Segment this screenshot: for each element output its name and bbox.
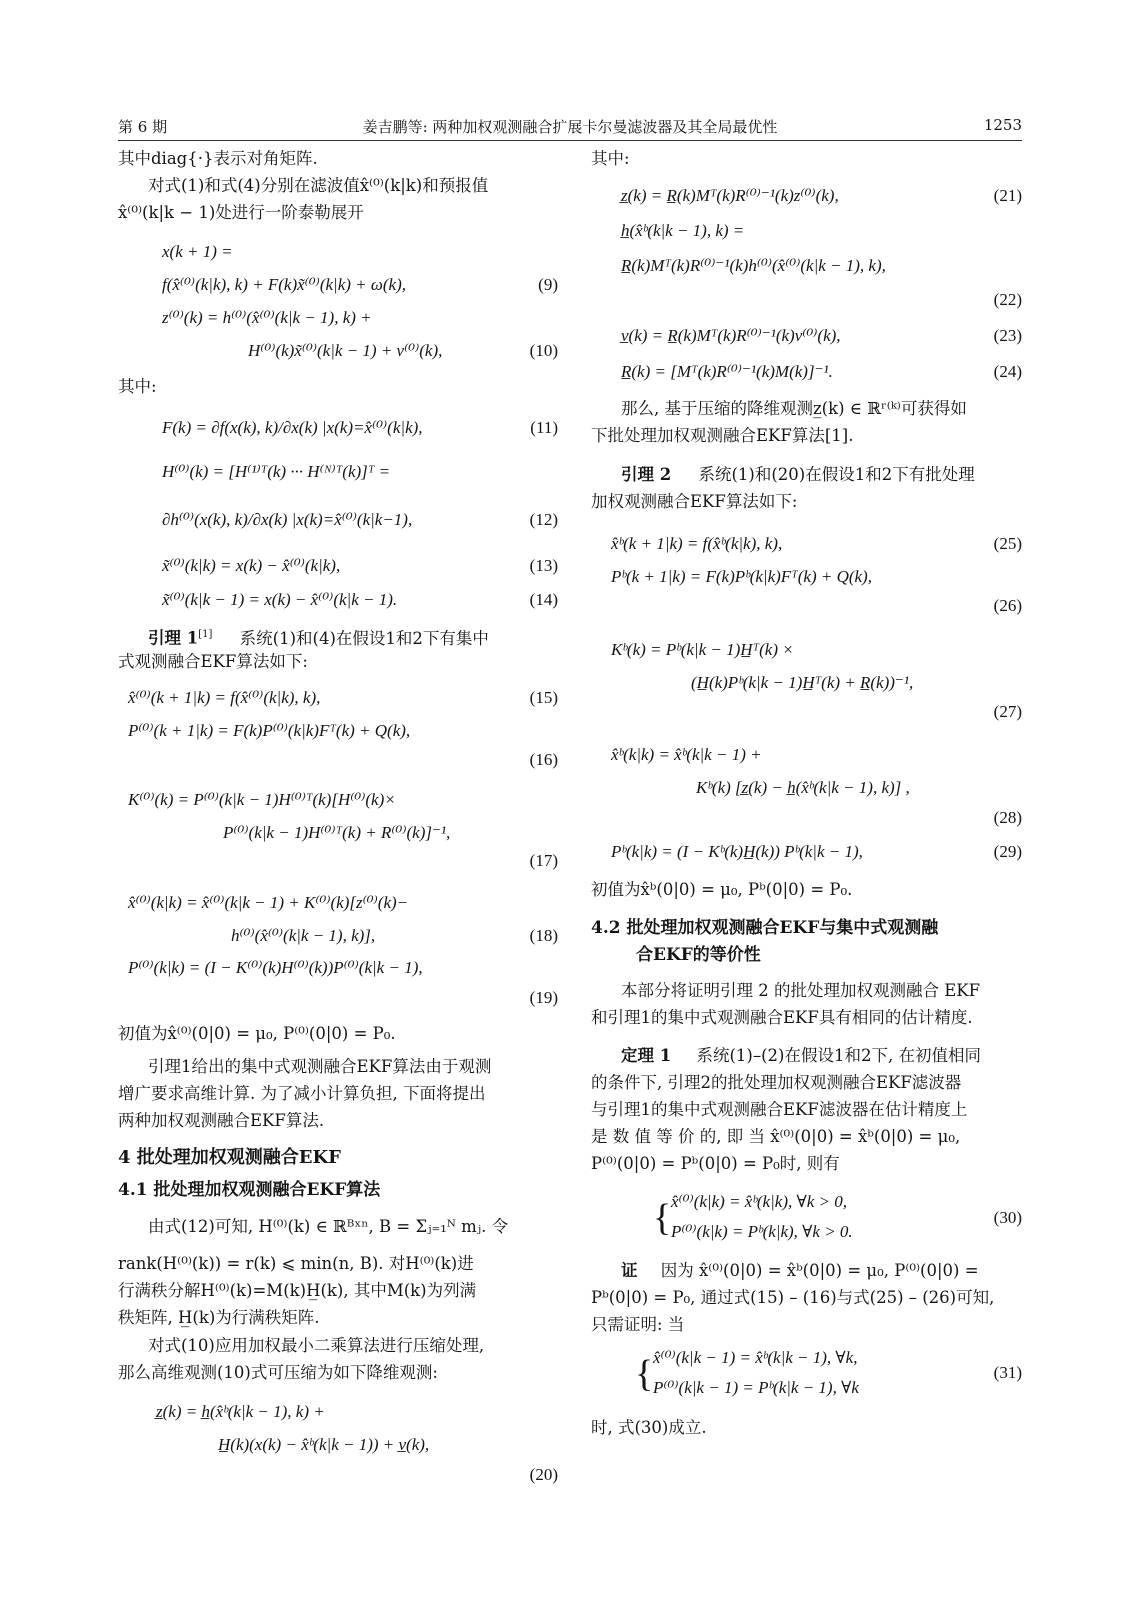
equation: H⁽⁰⁾(k)x̃⁽⁰⁾(k|k − 1) + v⁽⁰⁾(k), <box>248 341 443 360</box>
proof-heading <box>621 1260 979 1282</box>
lemma-1-text: 系统(1)和(4)在假设1和2下有集中 <box>239 628 489 648</box>
text-line: 那么高维观测(10)式可压缩为如下降维观测: <box>118 1363 438 1382</box>
equation: K⁽⁰⁾(k) = P⁽⁰⁾(k|k − 1)H⁽⁰⁾ᵀ(k)[H⁽⁰⁾(k)× <box>128 790 396 809</box>
equation-number: (14) <box>529 590 558 609</box>
equation-number: (21) <box>993 186 1022 205</box>
text-line: 引理1给出的集中式观测融合EKF算法由于观测 <box>148 1057 492 1076</box>
lemma-2-title: 引理 2 <box>621 465 672 484</box>
equation-number: (22) <box>993 290 1022 309</box>
equation-number: (15) <box>529 688 558 707</box>
text-line: 那么, 基于压缩的降维观测z̲(k) ∈ ℝʳ⁽ᵏ⁾可获得如 <box>621 399 967 418</box>
equation: (H̲(k)Pᵇ(k|k − 1)H̲ᵀ(k) + R̲(k))⁻¹, <box>691 673 914 692</box>
equation: z⁽⁰⁾(k) = h⁽⁰⁾(x̂⁽⁰⁾(k|k − 1), k) + <box>162 308 372 327</box>
lemma-2-text: 系统(1)和(20)在假设1和2下有批处理 <box>698 465 975 484</box>
equation: x̂⁽⁰⁾(k|k) = x̂ᵇ(k|k), ∀k > 0, <box>671 1192 848 1211</box>
text-line: 和引理1的集中式观测融合EKF具有相同的估计精度. <box>591 1008 973 1027</box>
text-line: 只需证明: 当 <box>591 1315 685 1334</box>
text-line: 的条件下, 引理2的批处理加权观测融合EKF滤波器 <box>591 1073 962 1092</box>
text-line: rank(H⁽⁰⁾(k)) = r(k) ⩽ min(n, B). 对H⁽⁰⁾(k)进 <box>118 1254 474 1273</box>
equation-number: (29) <box>993 842 1022 861</box>
text-line: 增广要求高维计算. 为了减小计算负担, 下面将提出 <box>118 1084 486 1103</box>
equation: Kᵇ(k) = Pᵇ(k|k − 1)H̲ᵀ(k) × <box>611 640 794 659</box>
equation: z̲(k) = R̲(k)Mᵀ(k)R⁽⁰⁾⁻¹(k)z⁽⁰⁾(k), <box>621 186 839 205</box>
equation-number: (25) <box>993 534 1022 553</box>
equation-number: (23) <box>993 326 1022 345</box>
equation-number: (11) <box>530 418 558 437</box>
equation-number: (20) <box>529 1465 558 1484</box>
text-line: 其中: <box>591 149 630 168</box>
text-line: 初值为x̂ᵇ(0|0) = μ₀, Pᵇ(0|0) = P₀. <box>591 880 853 899</box>
theorem-1-heading <box>621 1045 981 1067</box>
equation: F(k) = ∂f(x(k), k)/∂x(k) |x(k)=x̂⁽⁰⁾(k|k), <box>162 418 423 437</box>
text-line: Pᵇ(0|0) = P₀, 通过式(15) – (16)与式(25) – (26)可知, <box>591 1288 995 1307</box>
equation: P⁽⁰⁾(k|k − 1) = Pᵇ(k|k − 1), ∀k <box>653 1378 859 1397</box>
equation-number: (28) <box>993 808 1022 827</box>
equation: P⁽⁰⁾(k|k) = Pᵇ(k|k), ∀k > 0. <box>671 1222 853 1241</box>
equation: x̂ᵇ(k + 1|k) = f(x̂ᵇ(k|k), k), <box>611 534 783 553</box>
equation-number: (19) <box>529 988 558 1007</box>
proof-text: 因为 x̂⁽⁰⁾(0|0) = x̂ᵇ(0|0) = μ₀, P⁽⁰⁾(0|0) = <box>660 1261 979 1280</box>
equation: h̲(x̂ᵇ(k|k − 1), k) = <box>621 221 745 240</box>
text-line: 是 数 值 等 价 的, 即 当 x̂⁽⁰⁾(0|0) = x̂ᵇ(0|0) = μ₀, <box>591 1127 961 1146</box>
text-line: 其中diag{·}表示对角矩阵. <box>118 149 318 168</box>
text-line: 两种加权观测融合EKF算法. <box>118 1111 325 1130</box>
equation: R̲(k)Mᵀ(k)R⁽⁰⁾⁻¹(k)h⁽⁰⁾(x̂⁽⁰⁾(k|k − 1), k), <box>621 256 886 275</box>
text-line: 其中: <box>118 377 157 396</box>
theorem-1-text: 系统(1)–(2)在假设1和2下, 在初值相同 <box>696 1046 981 1065</box>
equation: f(x̂⁽⁰⁾(k|k), k) + F(k)x̃⁽⁰⁾(k|k) + ω(k), <box>162 275 407 294</box>
text-line: 式观测融合EKF算法如下: <box>118 652 308 671</box>
issue-number: 第 6 期 <box>118 118 168 136</box>
running-header <box>118 116 1022 141</box>
equation: z̲(k) = h̲(x̂ᵇ(k|k − 1), k) + <box>156 1402 325 1421</box>
equation: P⁽⁰⁾(k + 1|k) = F(k)P⁽⁰⁾(k|k)Fᵀ(k) + Q(k), <box>128 721 411 740</box>
equation: P⁽⁰⁾(k|k) = (I − K⁽⁰⁾(k)H⁽⁰⁾(k))P⁽⁰⁾(k|k − 1), <box>128 958 423 977</box>
equation: x̃⁽⁰⁾(k|k − 1) = x(k) − x̂⁽⁰⁾(k|k − 1). <box>162 590 398 609</box>
equation-number: (18) <box>529 926 558 945</box>
equation-number: (16) <box>529 750 558 769</box>
equation-number: (26) <box>993 596 1022 615</box>
equation: Pᵇ(k + 1|k) = F(k)Pᵇ(k|k)Fᵀ(k) + Q(k), <box>611 567 872 586</box>
equation: h⁽⁰⁾(x̂⁽⁰⁾(k|k − 1), k)], <box>231 926 376 945</box>
text-line: 由式(12)可知, H⁽⁰⁾(k) ∈ ℝᴮˣⁿ, B = Σⱼ₌₁ᴺ mⱼ. 令 <box>148 1217 509 1236</box>
equation: R̲(k) = [Mᵀ(k)R⁽⁰⁾⁻¹(k)M(k)]⁻¹. <box>621 362 833 381</box>
text-line: 秩矩阵, H̲(k)为行满秩矩阵. <box>118 1308 320 1327</box>
page-number: 1253 <box>983 116 1022 134</box>
equation: x̃⁽⁰⁾(k|k) = x(k) − x̂⁽⁰⁾(k|k), <box>162 556 341 575</box>
text-line: P⁽⁰⁾(0|0) = Pᵇ(0|0) = P₀时, 则有 <box>591 1154 840 1173</box>
running-title: 姜吉鹏等: 两种加权观测融合扩展卡尔曼滤波器及其全局最优性 <box>362 118 778 136</box>
subsection-heading: 4.1 批处理加权观测融合EKF算法 <box>118 1180 381 1200</box>
text-line: x̂⁽⁰⁾(k|k − 1)处进行一阶泰勒展开 <box>118 203 364 222</box>
theorem-1-title: 定理 1 <box>621 1046 672 1065</box>
subsection-heading: 4.2 批处理加权观测融合EKF与集中式观测融 <box>591 918 939 938</box>
section-heading: 4 批处理加权观测融合EKF <box>118 1147 341 1168</box>
text-line: 对式(1)和式(4)分别在滤波值x̂⁽⁰⁾(k|k)和预报值 <box>148 176 489 195</box>
equation: P⁽⁰⁾(k|k − 1)H⁽⁰⁾ᵀ(k) + R⁽⁰⁾(k)]⁻¹, <box>223 823 451 842</box>
text-line: 行满秩分解H⁽⁰⁾(k)=M(k)H̲(k), 其中M(k)为列满 <box>118 1281 477 1300</box>
equation: x(k + 1) = <box>162 242 233 261</box>
text-line: 对式(10)应用加权最小二乘算法进行压缩处理, <box>148 1336 485 1355</box>
equation-number: (10) <box>529 341 558 360</box>
equation: ∂h⁽⁰⁾(x(k), k)/∂x(k) |x(k)=x̂⁽⁰⁾(k|k−1), <box>162 510 413 529</box>
equation-number: (31) <box>993 1363 1022 1382</box>
text-line: 下批处理加权观测融合EKF算法[1]. <box>591 426 854 445</box>
lemma-2-heading <box>621 464 975 486</box>
text-line: 与引理1的集中式观测融合EKF滤波器在估计精度上 <box>591 1100 968 1119</box>
text-line: 时, 式(30)成立. <box>591 1418 707 1437</box>
equation: H⁽⁰⁾(k) = [H⁽¹⁾ᵀ(k) ··· H⁽ᴺ⁾ᵀ(k)]ᵀ = <box>162 462 391 481</box>
equation: x̂⁽⁰⁾(k|k − 1) = x̂ᵇ(k|k − 1), ∀k, <box>653 1348 858 1367</box>
equation-number: (30) <box>993 1208 1022 1227</box>
brace-left: { <box>653 1197 672 1239</box>
equation-number: (13) <box>529 556 558 575</box>
text-line: 加权观测融合EKF算法如下: <box>591 492 798 511</box>
equation: x̂⁽⁰⁾(k + 1|k) = f(x̂⁽⁰⁾(k|k), k), <box>128 688 321 707</box>
equation-number: (9) <box>538 275 558 294</box>
citation: [1] <box>198 629 213 640</box>
text-line: 本部分将证明引理 2 的批处理加权观测融合 EKF <box>621 981 981 1000</box>
lemma-1-title: 引理 1 <box>148 628 199 648</box>
equation-number: (12) <box>529 510 558 529</box>
lemma-1-heading <box>148 624 489 650</box>
equation-number: (27) <box>993 702 1022 721</box>
equation: H̲(k)(x(k) − x̂ᵇ(k|k − 1)) + v̲(k), <box>218 1435 430 1454</box>
equation-number: (24) <box>993 362 1022 381</box>
equation: Kᵇ(k) [z̲(k) − h̲(x̂ᵇ(k|k − 1), k)] , <box>696 778 910 797</box>
subsection-heading-cont: 合EKF的等价性 <box>636 945 761 965</box>
equation: v̲(k) = R̲(k)Mᵀ(k)R⁽⁰⁾⁻¹(k)v⁽⁰⁾(k), <box>621 326 841 345</box>
equation: x̂ᵇ(k|k) = x̂ᵇ(k|k − 1) + <box>611 745 762 764</box>
proof-title: 证 <box>621 1261 638 1280</box>
equation: Pᵇ(k|k) = (I − Kᵇ(k)H̲(k)) Pᵇ(k|k − 1), <box>611 842 863 861</box>
equation: x̂⁽⁰⁾(k|k) = x̂⁽⁰⁾(k|k − 1) + K⁽⁰⁾(k)[z⁽⁰⁾(k)− <box>128 893 409 912</box>
text-line: 初值为x̂⁽⁰⁾(0|0) = μ₀, P⁽⁰⁾(0|0) = P₀. <box>118 1024 396 1043</box>
equation-number: (17) <box>529 851 558 870</box>
brace-left: { <box>635 1353 654 1395</box>
